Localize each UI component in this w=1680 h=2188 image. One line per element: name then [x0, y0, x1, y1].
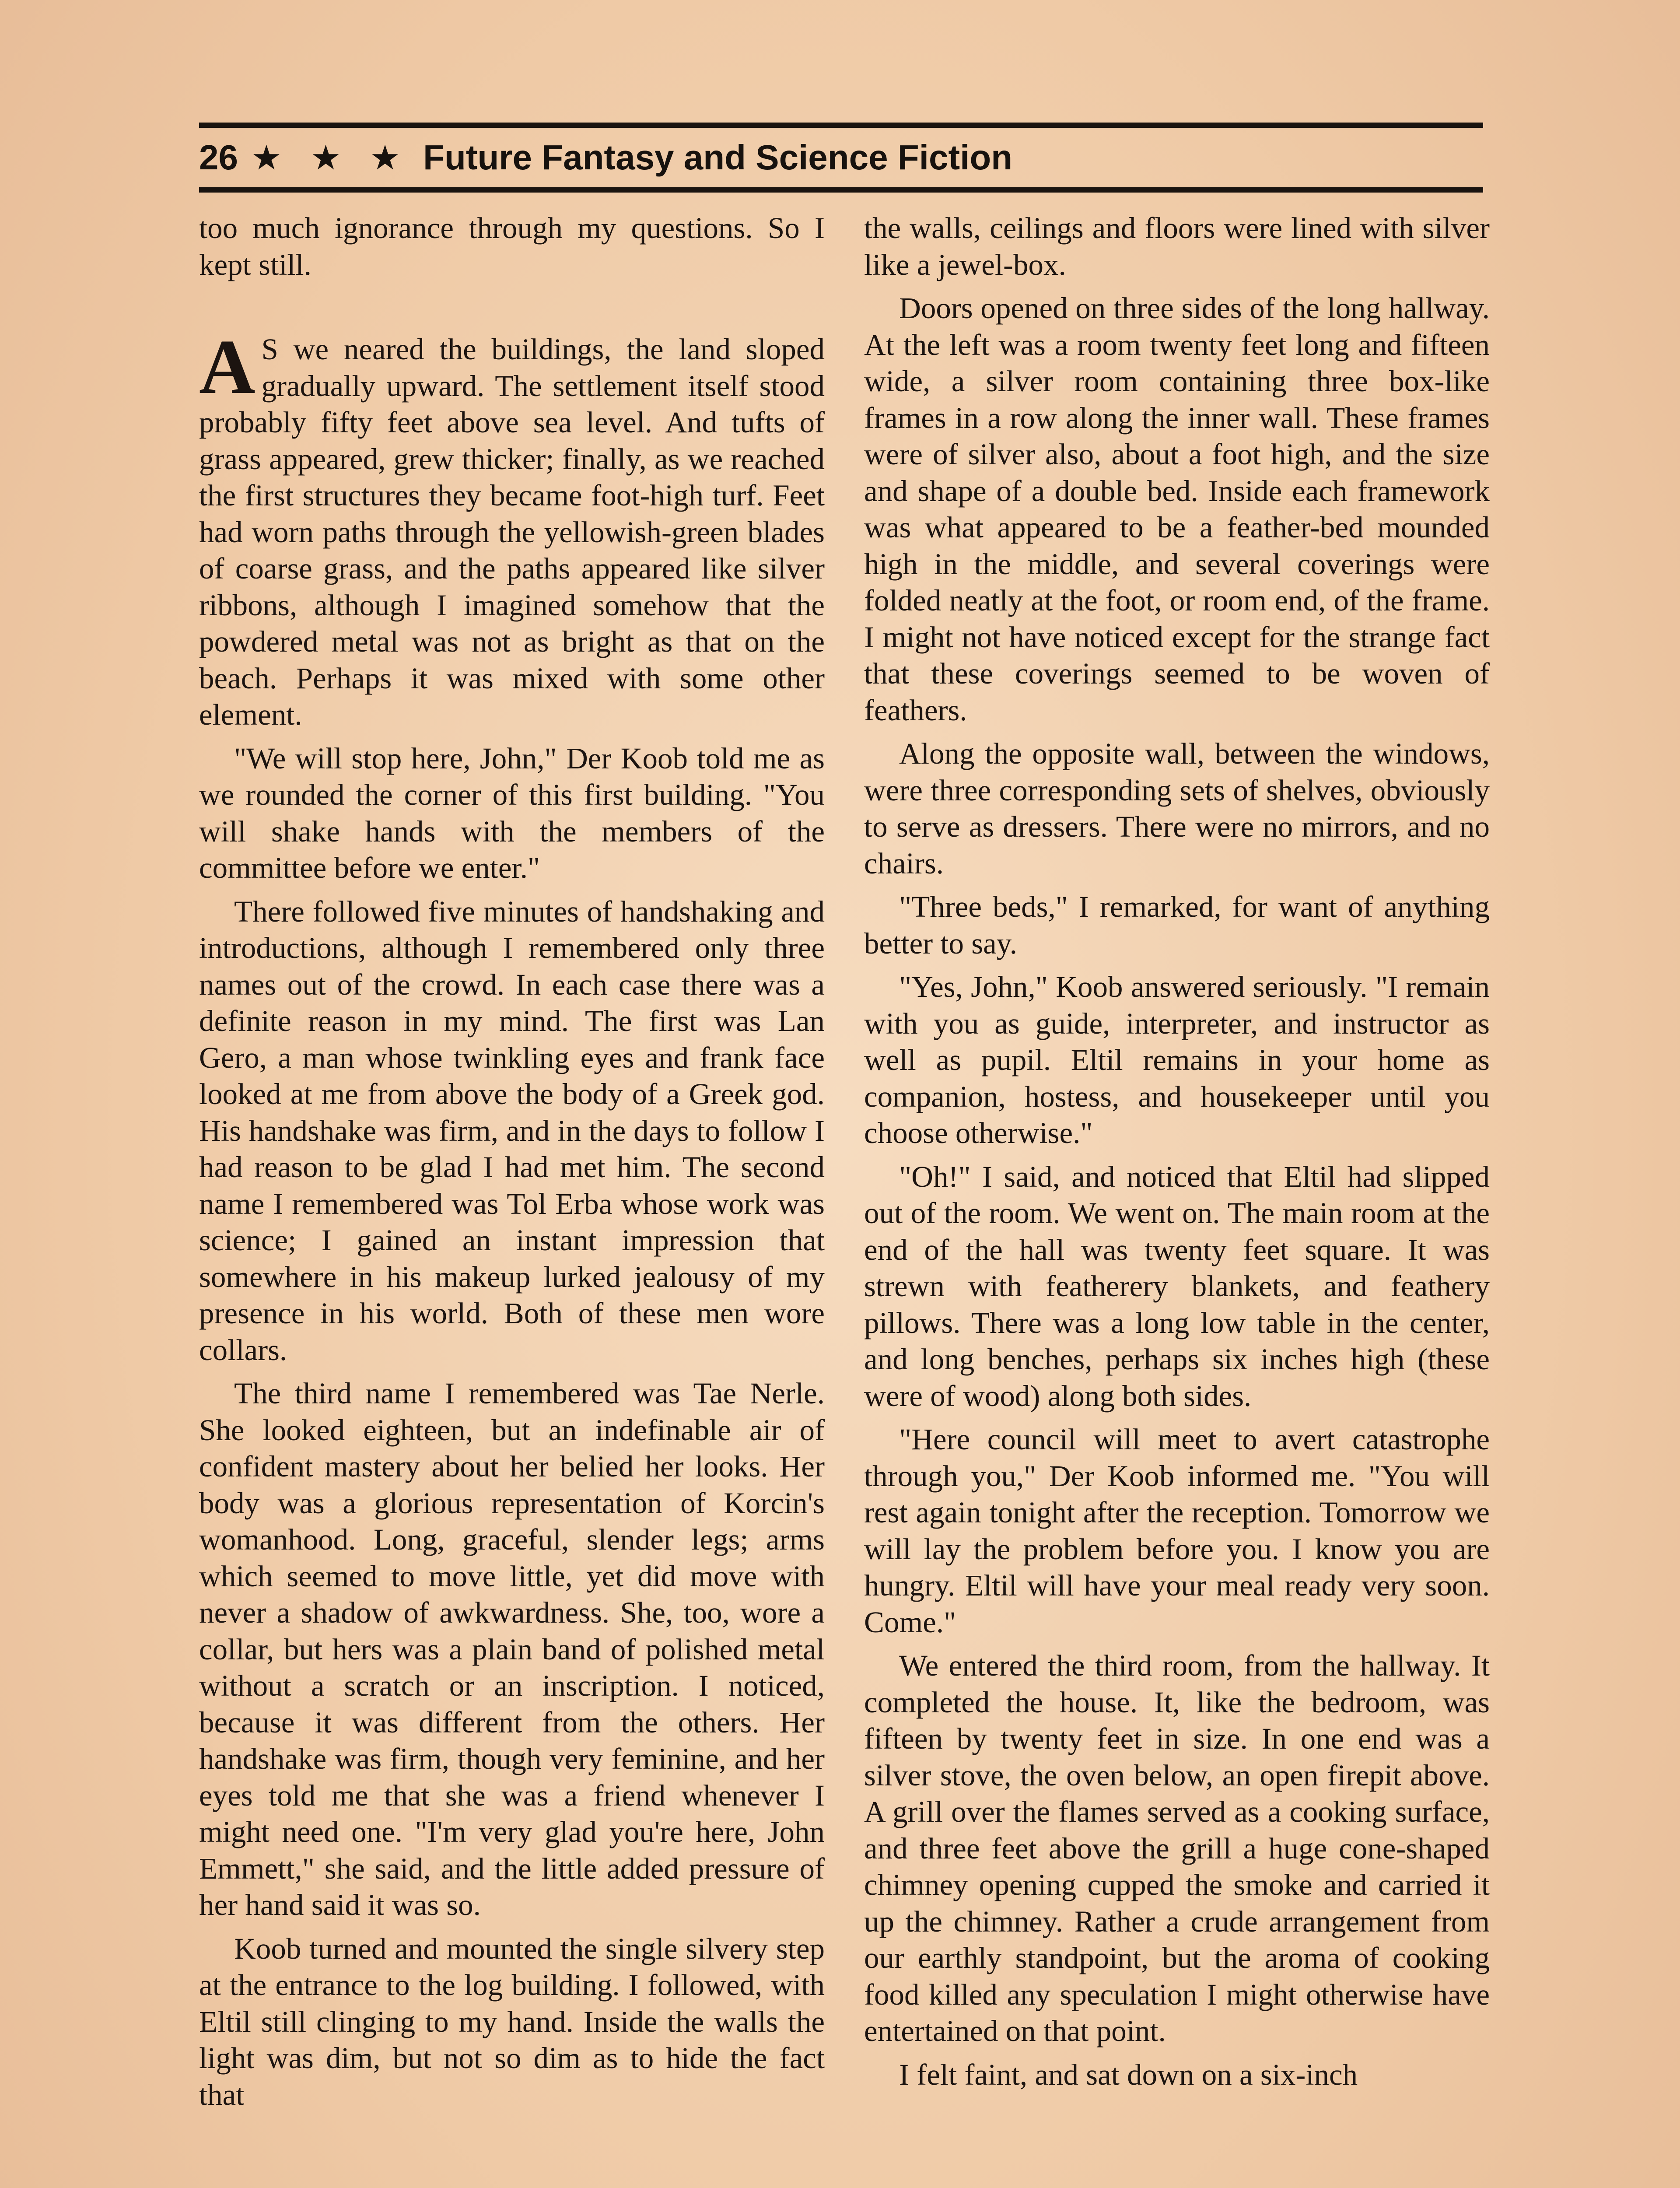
- header-rule-bottom: [199, 187, 1483, 193]
- left-column: [199, 210, 825, 2188]
- paragraph: "Oh!" I said, and noticed that Eltil had slipped out of the room. We went on. The main room at the end of the hall was twenty feet square. It was strewn with featherery blankets, and feathery pillows. There was a long low table in the center, and long benches, perhaps six inches high (these were of wood) along both sides.: [864, 1160, 1490, 1413]
- paragraph: "Yes, John," Koob answered seriously. "I remain with you as guide, interpreter, and instructor as well as pupil. Eltil remains in your home as companion, hostess, and housekeeper until you choose otherwise.": [864, 970, 1490, 1150]
- paragraph: There followed five minutes of handshaking and introductions, although I remembered only three names out of the crowd. In each case there was a definite reason in my mind. The first was Lan Gero, a man whose twinkling eyes and frank face looked at me from above the body of a Greek god. His handshake was firm, and in the days to follow I had reason to be glad I had met him. The second name I remembered was Tol Erba whose work was science; I gained an instant impression that somewhere in his makeup lurked jealousy of my presence in his world. Both of these men wore collars.: [199, 894, 825, 1367]
- paragraph: Along the opposite wall, between the windows, were three corresponding sets of shelves, obviously to serve as dressers. There were no mirrors, and no chairs.: [864, 737, 1490, 880]
- right-column: [864, 210, 1490, 2188]
- header-rule-top: [199, 123, 1483, 128]
- paragraph: Koob turned and mounted the single silvery step at the entrance to the log building. I followed, with Eltil still clinging to my hand. Inside the walls the light was dim, but not so dim as to hide the fact that: [199, 1932, 825, 2111]
- paragraph-text: S we neared the buildings, the land sloped gradually upward. The settlement itself stood probably fifty feet above sea level. And tufts of grass appeared, grew thicker; finally, as we reached the first structures they became foot-high turf. Feet had worn paths through the yellowish-green blades of coarse grass, and the paths appeared like silver ribbons, although I imagined somehow that the powdered metal was not as bright as that on the beach. Perhaps it was mixed with some other element.: [199, 333, 825, 731]
- paragraph-with-dropcap: [199, 323, 825, 733]
- page-number: 26: [199, 138, 238, 177]
- paragraph: too much ignorance through my questions. So I kept still.: [199, 211, 825, 281]
- paragraph: "Three beds," I remarked, for want of anything better to say.: [864, 890, 1490, 960]
- magazine-title: Future Fantasy and Science Fiction: [423, 138, 1013, 177]
- paragraph: The third name I remembered was Tae Nerle. She looked eighteen, but an indefinable air of confident mastery about her belied her looks. Her body was a glorious representation of Korcin's womanhood. Long, graceful, slender legs; arms which seemed to move little, yet did move with never a shadow of awkwardness. She, too, wore a collar, but hers was a plain band of polished metal without a scratch or an inscription. I noticed, because it was different from the others. Her handshake was firm, though very feminine, and her eyes told me that she was a friend whenever I might need one. "I'm very glad you're here, John Emmett," she said, and the little added pressure of her hand said it was so.: [199, 1377, 825, 1922]
- paragraph: I felt faint, and sat down on a six-inch: [899, 2058, 1358, 2091]
- star-ornaments: ★ ★ ★: [251, 138, 410, 177]
- paragraph: "We will stop here, John," Der Koob told me as we rounded the corner of this first building. "You will shake hands with the members of the committee before we enter.": [199, 741, 825, 884]
- paragraph: Doors opened on three sides of the long hallway. At the left was a room twenty feet long and fifteen wide, a silver room containing three box-like frames in a row along the inner wall. These frames were of silver also, about a foot high, and the size and shape of a double bed. Inside each framework was what appeared to be a feather-bed mounded high in the middle, and several coverings were folded neatly at the foot, or room end, of the frame. I might not have noticed except for the strange fact that these coverings seemed to be woven of feathers.: [864, 291, 1490, 727]
- paragraph: "Here council will meet to avert catastrophe through you," Der Koob informed me. "You will rest again tonight after the reception. Tomorrow we will lay the problem before you. I know you are hungry. Eltil will have your meal ready very soon. Come.": [864, 1423, 1490, 1639]
- running-header: [199, 131, 1012, 184]
- paragraph: the walls, ceilings and floors were lined with silver like a jewel-box.: [864, 211, 1490, 281]
- paragraph: We entered the third room, from the hallway. It completed the house. It, like the bedroom, was fifteen by twenty feet in size. In one end was a silver stove, the oven below, an open firepit above. A grill over the flames served as a cooking surface, and three feet above the grill a huge cone-shaped chimney opening cupped the smoke and carried it up the chimney. Rather a crude arrangement from our earthly standpoint, but the aroma of cooking food killed any speculation I might otherwise have entertained on that point.: [864, 1649, 1490, 2048]
- dropcap-letter: A: [199, 323, 256, 410]
